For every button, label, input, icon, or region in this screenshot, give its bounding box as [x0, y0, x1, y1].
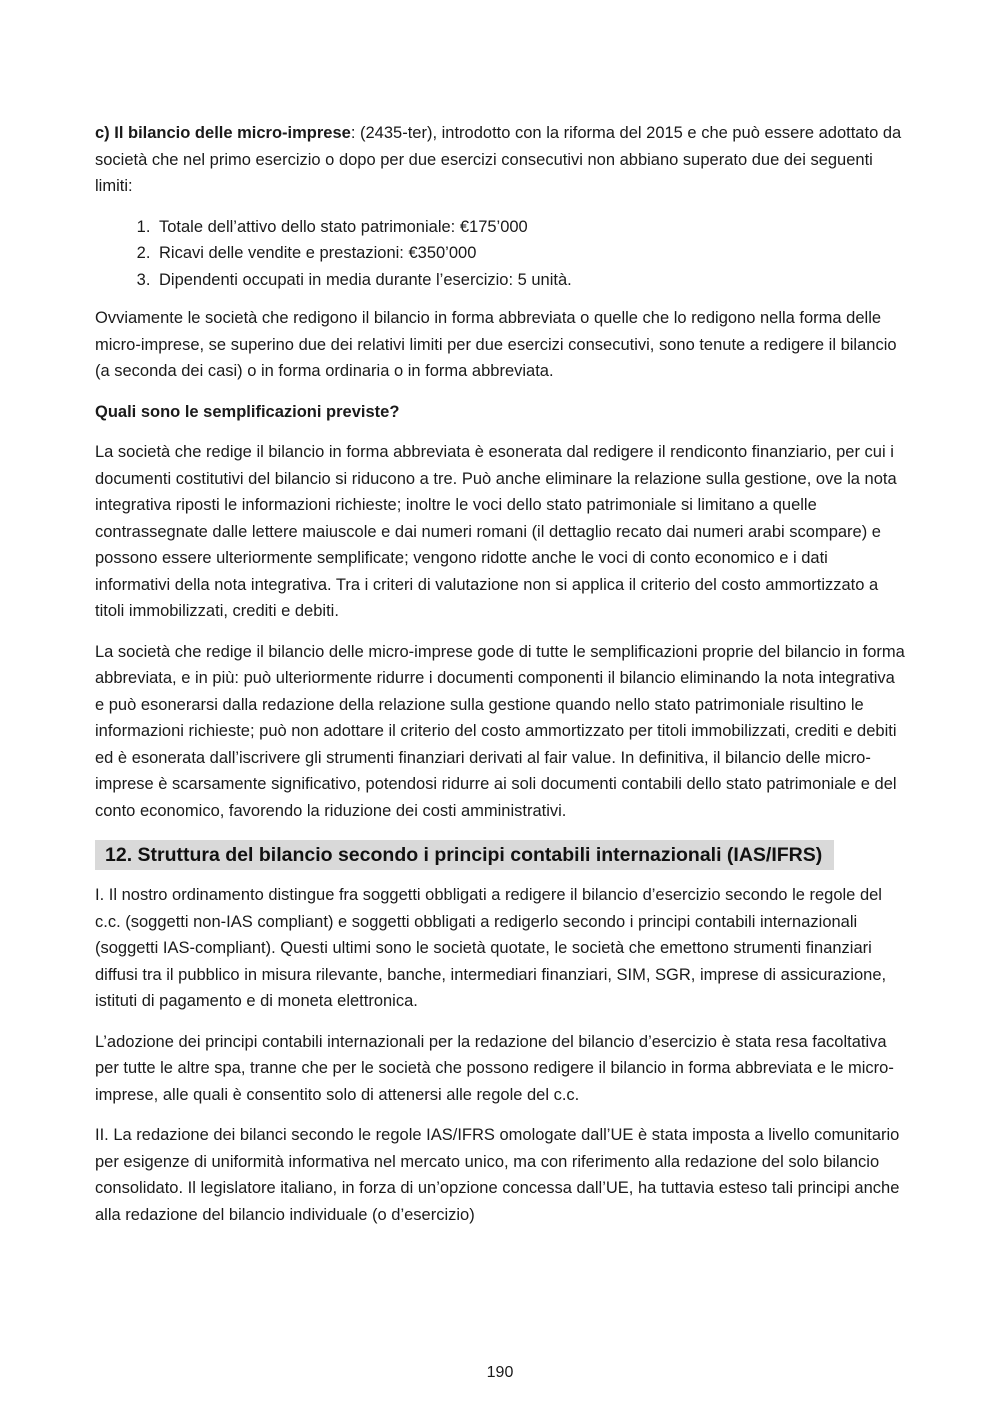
section-c-title: c) Il bilancio delle micro-imprese	[95, 124, 351, 142]
question-heading: Quali sono le semplificazioni previste?	[95, 402, 400, 421]
page-content	[95, 120, 907, 1242]
paragraph-ordinamento: I. Il nostro ordinamento distingue fra soggetti obbligati a redigere il bilancio d’esercizio secondo le regole del c.c. (soggetti non-IAS compliant) e soggetti obbligati a redigerlo secondo i principi contabili internazionali (soggetti IAS-compliant). Questi ultimi sono le società quotate, le società che emettono strumenti finanziari diffusi tra il pubblico in misura rilevante, banche, intermediari finanziari, SIM, SGR, imprese di assicurazione, istituti di pagamento e di moneta elettronica.	[95, 886, 887, 1010]
page-number: 190	[486, 1364, 514, 1381]
list-item: 3. Dipendenti occupati in media durante l’esercizio: 5 unità.	[155, 267, 907, 294]
paragraph-adozione: L’adozione dei principi contabili internazionali per la redazione del bilancio d’esercizio è stata resa facoltativa per tutte le altre spa, tranne che per le società che possono redigere il bilancio in forma abbreviata e le micro-imprese, alle quali è consentito solo di attenersi alle regole del c.c.	[95, 1032, 894, 1104]
section-c-intro: : (2435-ter), introdotto con la riforma del 2015 e che può essere adottato da società che nel primo esercizio o dopo per due esercizi consecutivi non abbiano superato due dei seguenti limiti:	[95, 124, 902, 195]
list-item: 1. Totale dell’attivo dello stato patrimoniale: €175’000	[155, 214, 907, 241]
limits-list	[95, 214, 907, 294]
paragraph-redazione-ue: II. La redazione dei bilanci secondo le regole IAS/IFRS omologate dall’UE è stata imposta a livello comunitario per esigenze di uniformità informativa nel mercato unico, ma con riferimento alla redazione del solo bilancio consolidato. Il legislatore italiano, in forza di un’opzione concessa dall’UE, ha tuttavia esteso tali principi anche alla redazione del bilancio individuale (o d’esercizio)	[95, 1126, 900, 1224]
section-12-heading: 12. Struttura del bilancio secondo i principi contabili internazionali (IAS/IFRS)	[95, 840, 834, 870]
paragraph-micro-imprese: La società che redige il bilancio delle micro-imprese gode di tutte le semplificazioni proprie del bilancio in forma abbreviata, e in più: può ulteriormente ridurre i documenti componenti il bilancio eliminando la nota integrativa e può esonerarsi dalla redazione della relazione sulla gestione quando nello stato patrimoniale risultino le informazioni richieste; può non adottare il criterio del costo ammortizzato per titoli immobilizzati, crediti e debiti ed è esonerata dall’iscrivere gli strumenti finanziari derivati al fair value. In definitiva, il bilancio delle micro-imprese è scarsamente significativo, potendosi ridurre ai soli documenti contabili dello stato patrimoniale e del conto economico, favorendo la riduzione dei costi amministrativi.	[95, 642, 905, 820]
paragraph-forma-abbreviata: La società che redige il bilancio in forma abbreviata è esonerata dal redigere il rendiconto finanziario, per cui i documenti costitutivi del bilancio si riducono a tre. Può anche eliminare la relazione sulla gestione, ove la nota integrativa riposti le informazioni richieste; inoltre le voci dello stato patrimoniale si limitano a quelle contrassegnate dalle lettere maiuscole e dai numeri romani (il dettaglio recato dai numeri arabi scompare) e possono essere ulteriormente semplificate; vengono ridotte anche le voci di conto economico e i dati informativi della nota integrativa. Tra i criteri di valutazione non si applica il criterio del costo ammortizzato a titoli immobilizzati, crediti e debiti.	[95, 443, 897, 620]
list-item: 2. Ricavi delle vendite e prestazioni: €350’000	[155, 240, 907, 267]
paragraph-ovviamente: Ovviamente le società che redigono il bilancio in forma abbreviata o quelle che lo redigono nella forma delle micro-imprese, se superino due dei relativi limiti per due esercizi consecutivi, sono tenute a redigere il bilancio (a seconda dei casi) o in forma ordinaria o in forma abbreviata.	[95, 309, 897, 380]
paragraph-micro-imprese-intro	[95, 120, 907, 200]
